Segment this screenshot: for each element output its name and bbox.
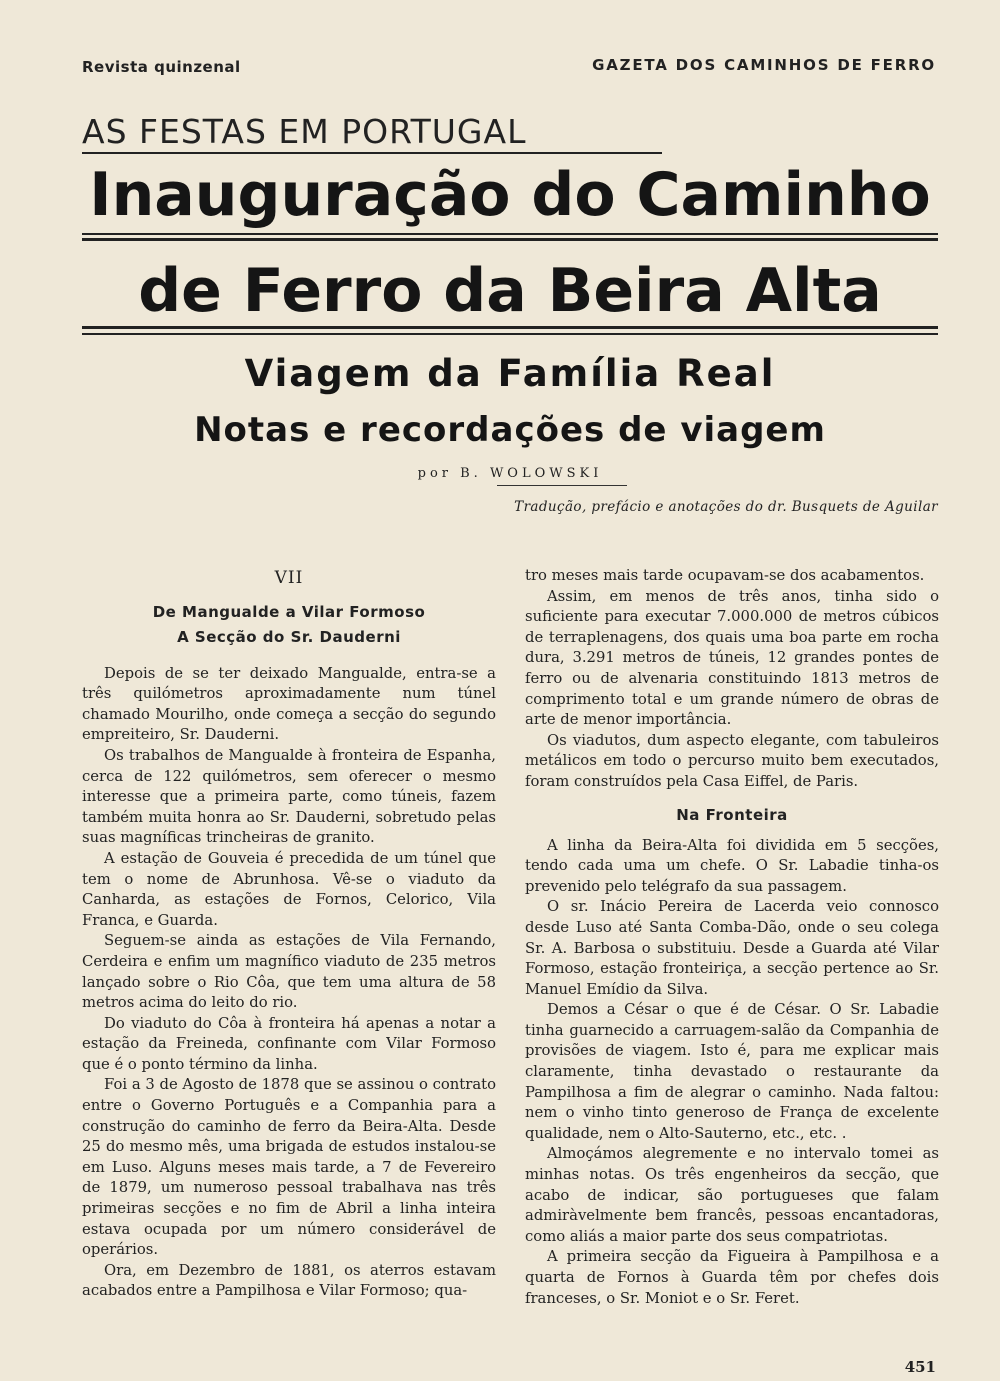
section-title: De Mangualde a Vilar Formoso: [152, 602, 426, 621]
section-subtitle: A Secção do Sr. Dauderni: [177, 627, 401, 646]
paragraph: Assim, em menos de três anos, tinha sido o suficiente para executar 7.000.000 de metros cúbicos de terraplenagens, dos quais uma boa parte em rocha dura, 3.291 metros de túneis, 12 grandes pontes de ferro ou de alvenaria constituindo 1813 metros de comprimento total e um grande número de obras de arte de menor importância.: [525, 587, 939, 729]
paragraph: Demos a César o que é de César. O Sr. Labadie tinha guarnecido a carruagem-salão da Companhia de provisões de viagem. Isto é, para me explicar mais claramente, tinha devastado o restaurante da Pampilhosa a fim de alegrar o caminho. Nada faltou: nem o vinho tinto generoso de França de excelente qualidade, nem o Alto-Sauterno, etc., etc. .: [525, 1001, 939, 1142]
byline: por B. WOLOWSKI: [417, 466, 603, 481]
headline-rule-2b: [82, 333, 938, 335]
headline-line-2: de Ferro da Beira Alta: [138, 256, 882, 326]
headline-line-1: Inauguração do Caminho: [89, 160, 931, 230]
article-column-left: [82, 566, 496, 1302]
paragraph: A linha da Beira-Alta foi dividida em 5 secções, tendo cada uma um chefe. O Sr. Labadie tinha-os prevenido pelo telégrafo da sua passagem.: [525, 836, 939, 895]
translator-credit: Tradução, prefácio e anotações do dr. Busquets de Aguilar: [514, 499, 938, 515]
section-title-fronteira: Na Fronteira: [676, 805, 788, 824]
paragraph: tro meses mais tarde ocupavam-se dos acabamentos.: [525, 567, 925, 584]
paragraph: Foi a 3 de Agosto de 1878 que se assinou o contrato entre o Governo Português e a Companhia para a construção do caminho de ferro da Beira-Alta. Desde 25 do mesmo mês, uma brigada de estudos instalou-se em Luso. Alguns meses mais tarde, a 7 de Fevereiro de 1879, um numeroso pessoal trabalhava nas três primeiras secções e no fim de Abril a linha inteira estava ocupada por um número considerável de operários.: [82, 1076, 496, 1259]
article-column-right: [525, 566, 939, 1309]
paragraph: Seguem-se ainda as estações de Vila Fernando, Cerdeira e enfim um magnífico viaduto de 235 metros lançado sobre o Rio Côa, que tem uma altura de 58 metros acima do leito do rio.: [82, 932, 496, 1012]
paragraph: O sr. Inácio Pereira de Lacerda veio connosco desde Luso até Santa Comba-Dão, onde o seu colega Sr. A. Barbosa o substituiu. Desde a Guarda até Vilar Formoso, estação fronteiriça, a secção pertence ao Sr. Manuel Emídio da Silva.: [525, 898, 939, 998]
paragraph: Ora, em Dezembro de 1881, os aterros estavam acabados entre a Pampilhosa e Vilar Formoso; qua-: [82, 1261, 496, 1300]
publication-frequency: Revista quinzenal: [82, 58, 241, 76]
page-number: 451: [904, 1358, 936, 1376]
paragraph: Do viaduto do Côa à fronteira há apenas a notar a estação da Freineda, confinante com Vilar Formoso que é o ponto término da linha.: [82, 1014, 496, 1073]
headline-rule-1a: [82, 233, 938, 235]
byline-underline: [497, 485, 627, 486]
paragraph: Almoçámos alegremente e no intervalo tomei as minhas notas. Os três engenheiros da secção, que acabo de indicar, são portugueses que falam admiràvelmente bem francês, pessoas encantadoras, como aliás a maior parte dos seus compatriotas.: [525, 1145, 939, 1245]
subtitle-line-1: Viagem da Família Real: [244, 352, 776, 395]
paragraph: Depois de se ter deixado Mangualde, entra-se a três quilómetros aproximadamente num túnel chamado Mourilho, onde começa a secção do segundo empreiteiro, Sr. Dauderni.: [82, 664, 496, 744]
kicker-heading: AS FESTAS EM PORTUGAL: [82, 112, 527, 151]
headline-rule-2a: [82, 326, 938, 329]
subtitle-line-2: Notas e recordações de viagem: [194, 410, 826, 450]
chapter-number: VII: [274, 568, 304, 588]
kicker-underline: [82, 152, 662, 154]
publication-title: GAZETA DOS CAMINHOS DE FERRO: [592, 56, 936, 74]
paragraph: A primeira secção da Figueira à Pampilhosa e a quarta de Fornos à Guarda têm por chefes dois franceses, o Sr. Moniot e o Sr. Feret.: [525, 1248, 939, 1307]
headline-rule-1b: [82, 238, 938, 241]
paragraph: Os trabalhos de Mangualde à fronteira de Espanha, cerca de 122 quilómetros, sem oferecer o mesmo interesse que a primeira parte, como túneis, fazem também muita honra ao Sr. Dauderni, sobretudo pelas suas magníficas trincheiras de granito.: [82, 746, 496, 847]
paragraph: Os viadutos, dum aspecto elegante, com tabuleiros metálicos em todo o percurso muito bem executados, foram construídos pela Casa Eiffel, de Paris.: [525, 731, 939, 790]
paragraph: A estação de Gouveia é precedida de um túnel que tem o nome de Abrunhosa. Vê-se o viaduto da Canharda, as estações de Fornos, Celorico, Vila Franca, e Guarda.: [82, 849, 496, 929]
